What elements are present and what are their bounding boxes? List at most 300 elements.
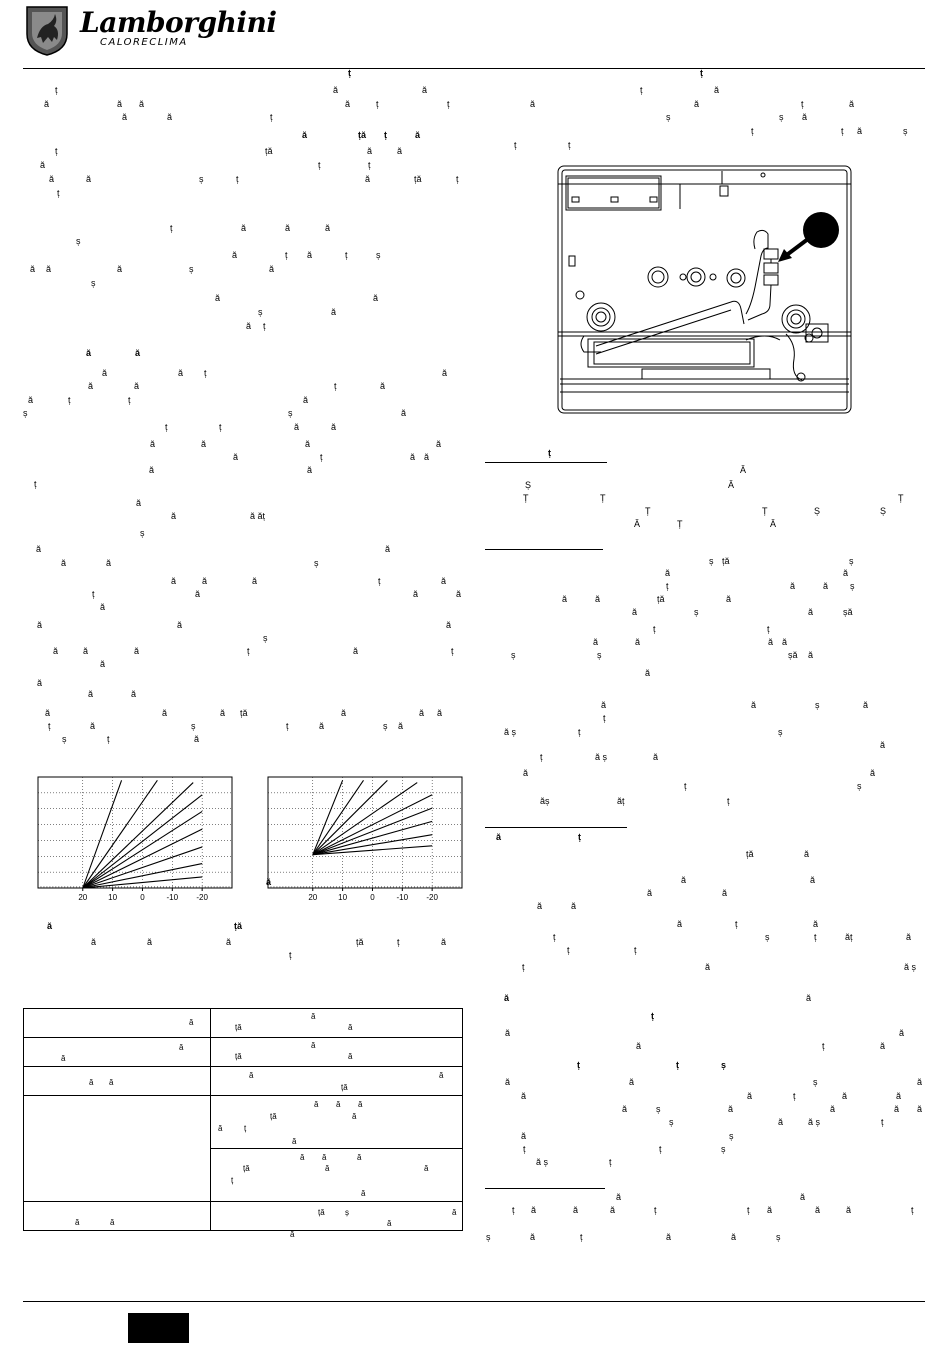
text-fragment: ă: [767, 1205, 773, 1215]
text-fragment: ț: [747, 1205, 750, 1215]
text-fragment: ă: [537, 901, 543, 911]
text-fragment: ă: [195, 589, 201, 599]
text-fragment: ț: [318, 160, 321, 170]
text-fragment: ă: [422, 85, 428, 95]
text-fragment: ț: [57, 188, 60, 198]
text-fragment: ă: [415, 130, 421, 140]
text-fragment: ă: [802, 112, 808, 122]
text-fragment: ță: [657, 594, 665, 604]
text-fragment: ă: [863, 700, 869, 710]
text-fragment: ă: [521, 1091, 527, 1101]
text-fragment: ță: [746, 849, 754, 859]
text-fragment: ă: [83, 646, 89, 656]
text-fragment: ă: [830, 1104, 836, 1114]
text-fragment: ț: [285, 250, 288, 260]
text-fragment: ț: [659, 1144, 662, 1154]
text-fragment: ț: [512, 1205, 515, 1215]
chart-note-fragment: ă: [147, 937, 153, 947]
text-fragment: ț: [165, 422, 168, 432]
text-fragment: ă: [810, 875, 816, 885]
text-fragment: ă: [303, 395, 309, 405]
text-fragment: ș: [776, 1232, 781, 1242]
text-fragment: ă: [804, 849, 810, 859]
text-fragment: ă: [333, 85, 339, 95]
text-fragment: Ă: [634, 519, 641, 529]
section-rule: [485, 549, 603, 550]
text-fragment: ș: [709, 556, 714, 566]
text-fragment: ă: [726, 594, 732, 604]
text-fragment: ă: [622, 1104, 628, 1114]
chart-note-fragment: ț: [289, 950, 292, 960]
text-fragment: ș: [23, 408, 28, 418]
table-cell-left: [24, 1038, 211, 1067]
text-fragment: ț: [384, 130, 387, 140]
x-tick-label: -10: [166, 893, 179, 902]
text-fragment: ă: [504, 993, 510, 1003]
text-fragment: ă: [790, 581, 796, 591]
text-fragment: ț: [55, 146, 58, 156]
text-fragment: ț: [567, 945, 570, 955]
text-fragment: ș: [815, 700, 820, 710]
text-fragment: ă: [398, 721, 404, 731]
table-cell-left: [24, 1096, 211, 1202]
text-fragment: ș: [486, 1232, 491, 1242]
x-tick-label: 0: [370, 893, 375, 902]
text-fragment: ă: [899, 1028, 905, 1038]
text-fragment: ț: [568, 140, 571, 150]
text-fragment: ț: [580, 1232, 583, 1242]
text-fragment: ă: [677, 919, 683, 929]
text-fragment: ă: [149, 465, 155, 475]
text-fragment: ă: [800, 1192, 806, 1202]
text-fragment: ă: [843, 568, 849, 578]
x-tick-label: -20: [196, 893, 208, 902]
text-fragment: ț: [881, 1117, 884, 1127]
section-rule: [485, 1188, 605, 1189]
heating-curve-line-6: [83, 795, 202, 888]
text-fragment: ț: [793, 1091, 796, 1101]
text-fragment: ă ș: [595, 752, 608, 762]
x-tick-label: 20: [78, 893, 88, 902]
text-fragment: ț: [640, 85, 643, 95]
text-fragment: ă: [419, 708, 425, 718]
text-fragment: ă: [413, 589, 419, 599]
cell-text-fragment: ă: [439, 1071, 444, 1080]
text-fragment: ș: [729, 1131, 734, 1141]
text-fragment: ă: [714, 85, 720, 95]
text-fragment: ț: [348, 68, 351, 78]
heating-curve-line-5: [313, 795, 432, 855]
text-fragment: ă: [666, 1232, 672, 1242]
text-fragment: ăț: [845, 932, 853, 942]
heating-curve-chart-right: [267, 776, 463, 912]
text-fragment: ț: [676, 1060, 679, 1070]
table-cell-right: [211, 1067, 463, 1096]
text-fragment: ă: [436, 439, 442, 449]
text-fragment: ă: [201, 439, 207, 449]
text-fragment: ș: [383, 721, 388, 731]
text-fragment: ă: [252, 576, 258, 586]
text-fragment: ă: [782, 637, 788, 647]
text-fragment: ă: [401, 408, 407, 418]
text-fragment: ă: [380, 381, 386, 391]
heating-curve-line-6: [313, 783, 417, 855]
brand-logo-text: Lamborghini: [80, 6, 277, 39]
table-row: [24, 1009, 463, 1038]
table-cell-right: [211, 1202, 463, 1239]
text-fragment: ă: [171, 511, 177, 521]
x-tick-label: -20: [426, 893, 438, 902]
text-fragment: ță: [240, 708, 248, 718]
table-cell-right: [211, 1149, 463, 1202]
text-fragment: ț: [236, 174, 239, 184]
text-fragment: ș: [189, 264, 194, 274]
cell-text-fragment: ț: [244, 1124, 247, 1133]
text-fragment: ă: [632, 607, 638, 617]
text-fragment: ț: [204, 368, 207, 378]
text-fragment: ă: [202, 576, 208, 586]
text-fragment: ț: [911, 1205, 914, 1215]
text-fragment: ă: [573, 1205, 579, 1215]
text-fragment: ț: [286, 721, 289, 731]
text-fragment: ț: [548, 448, 551, 458]
cell-text-fragment: ță: [235, 1023, 242, 1032]
text-fragment: șă: [788, 650, 798, 660]
text-fragment: ă ș: [904, 962, 917, 972]
text-fragment: ă: [880, 1041, 886, 1051]
section-rule: [485, 462, 607, 463]
text-fragment: ț: [219, 422, 222, 432]
plot-frame: [268, 777, 462, 888]
chart-note-fragment: ț: [397, 937, 400, 947]
table-row: [24, 1038, 463, 1067]
text-fragment: ț: [801, 99, 804, 109]
text-fragment: ă: [136, 498, 142, 508]
lamborghini-bull-shield-icon: [24, 4, 70, 56]
text-fragment: ă: [562, 594, 568, 604]
text-fragment: Ț: [762, 506, 768, 516]
text-fragment: ă: [694, 99, 700, 109]
text-fragment: ă: [857, 126, 863, 136]
text-fragment: ă: [521, 1131, 527, 1141]
text-fragment: ț: [700, 68, 703, 78]
text-fragment: ă: [842, 1091, 848, 1101]
text-fragment: ț: [55, 85, 58, 95]
text-fragment: ă: [241, 223, 247, 233]
cell-text-fragment: ă: [110, 1218, 115, 1227]
text-fragment: ț: [447, 99, 450, 109]
cell-text-fragment: ș: [345, 1208, 349, 1217]
text-fragment: ș: [263, 633, 268, 643]
x-tick-label: 0: [140, 893, 145, 902]
text-fragment: ă: [595, 594, 601, 604]
text-fragment: ă: [90, 721, 96, 731]
text-fragment: Ș: [814, 506, 821, 516]
text-fragment: ă: [917, 1077, 923, 1087]
cell-text-fragment: ă: [75, 1218, 80, 1227]
text-fragment: ț: [522, 962, 525, 972]
text-fragment: ă: [731, 1232, 737, 1242]
cell-text-fragment: ă: [452, 1208, 457, 1217]
text-fragment: ț: [128, 395, 131, 405]
text-fragment: ă: [846, 1205, 852, 1215]
text-fragment: ș: [857, 781, 862, 791]
cell-text-fragment: ă: [61, 1054, 66, 1063]
text-fragment: ș: [849, 556, 854, 566]
text-fragment: ă: [319, 721, 325, 731]
chart-note-fragment: ă: [226, 937, 232, 947]
text-fragment: Ț: [677, 519, 683, 529]
text-fragment: ț: [68, 395, 71, 405]
text-fragment: ț: [368, 160, 371, 170]
heating-curve-line-8: [83, 780, 158, 888]
text-fragment: ă: [117, 99, 123, 109]
cell-text-fragment: ă: [336, 1100, 341, 1109]
text-fragment: ș: [62, 734, 67, 744]
text-fragment: ă: [505, 1077, 511, 1087]
text-fragment: ă: [870, 768, 876, 778]
text-fragment: ă: [233, 452, 239, 462]
text-fragment: ă: [647, 888, 653, 898]
cell-text-fragment: ă: [314, 1100, 319, 1109]
text-fragment: ă: [365, 174, 371, 184]
text-fragment: ă: [269, 264, 275, 274]
table-row: [24, 1202, 463, 1231]
text-fragment: ț: [634, 945, 637, 955]
text-fragment: ă: [722, 888, 728, 898]
header-rule: [23, 68, 925, 69]
text-fragment: ș: [597, 650, 602, 660]
text-fragment: ț: [345, 250, 348, 260]
text-fragment: ă: [373, 293, 379, 303]
text-fragment: ț: [34, 479, 37, 489]
cell-text-fragment: ă: [109, 1078, 114, 1087]
text-fragment: ă: [894, 1104, 900, 1114]
text-fragment: ă: [806, 993, 812, 1003]
text-fragment: ă: [571, 901, 577, 911]
text-fragment: ț: [751, 126, 754, 136]
text-fragment: ă: [530, 1232, 536, 1242]
text-fragment: ș: [813, 1077, 818, 1087]
text-fragment: ă: [906, 932, 912, 942]
text-fragment: ș: [140, 528, 145, 538]
text-fragment: ă: [530, 99, 536, 109]
table-cell-left: [24, 1067, 211, 1096]
text-fragment: ă: [653, 752, 659, 762]
text-fragment: ă: [665, 568, 671, 578]
text-fragment: ă: [167, 112, 173, 122]
cell-text-fragment: ă: [290, 1230, 295, 1239]
text-fragment: ă: [808, 650, 814, 660]
text-fragment: Ș: [525, 480, 532, 490]
cell-text-fragment: ă: [218, 1124, 223, 1133]
cell-text-fragment: ă: [424, 1164, 429, 1173]
text-fragment: ă: [106, 558, 112, 568]
text-fragment: ț: [553, 932, 556, 942]
text-fragment: ț: [653, 624, 656, 634]
cell-text-fragment: ță: [243, 1164, 250, 1173]
text-fragment: ă: [629, 1077, 635, 1087]
cell-text-fragment: ă: [311, 1012, 316, 1021]
text-fragment: ăț: [617, 796, 625, 806]
text-fragment: ă: [531, 1205, 537, 1215]
table-cell-right: [211, 1096, 463, 1149]
x-tick-label: 10: [338, 893, 348, 902]
text-fragment: ț: [814, 932, 817, 942]
text-fragment: ă: [849, 99, 855, 109]
cell-text-fragment: ă: [249, 1071, 254, 1080]
text-fragment: Ă: [770, 519, 777, 529]
text-fragment: ț: [577, 1060, 580, 1070]
text-fragment: ă: [100, 602, 106, 612]
text-fragment: ă: [88, 381, 94, 391]
text-fragment: ș: [656, 1104, 661, 1114]
text-fragment: Ș: [880, 506, 887, 516]
text-fragment: ă: [86, 174, 92, 184]
chart-note-fragment: ă: [91, 937, 97, 947]
text-fragment: ă: [246, 321, 252, 331]
text-fragment: ă: [61, 558, 67, 568]
text-fragment: ă: [30, 264, 36, 274]
cell-text-fragment: ț: [231, 1176, 234, 1185]
text-fragment: ă: [424, 452, 430, 462]
text-fragment: ț: [456, 174, 459, 184]
boiler-internal-diagram: [556, 164, 853, 415]
text-fragment: ă: [768, 637, 774, 647]
text-fragment: ă: [122, 112, 128, 122]
cell-text-fragment: ță: [235, 1052, 242, 1061]
chart-note-fragment: ță: [356, 937, 364, 947]
text-fragment: ă: [44, 99, 50, 109]
text-fragment: ă: [341, 708, 347, 718]
text-fragment: ș: [765, 932, 770, 942]
text-fragment: ț: [578, 832, 581, 842]
text-fragment: ă: [441, 576, 447, 586]
text-fragment: ă: [117, 264, 123, 274]
brand-subtitle: CALORECLIMA: [100, 37, 188, 48]
text-fragment: ă: [747, 1091, 753, 1101]
text-fragment: ș: [199, 174, 204, 184]
text-fragment: ă: [880, 740, 886, 750]
footer-rule: [23, 1301, 925, 1302]
text-fragment: ă: [456, 589, 462, 599]
text-fragment: ă: [635, 637, 641, 647]
text-fragment: ț: [170, 223, 173, 233]
text-fragment: ță: [414, 174, 422, 184]
text-fragment: ț: [684, 781, 687, 791]
text-fragment: ș: [91, 278, 96, 288]
text-fragment: ă: [705, 962, 711, 972]
table-cell-left: [24, 1009, 211, 1038]
cell-text-fragment: ă: [292, 1137, 297, 1146]
text-fragment: ă: [53, 646, 59, 656]
text-fragment: ă ș: [504, 727, 517, 737]
text-fragment: ă: [442, 368, 448, 378]
text-fragment: ă: [636, 1041, 642, 1051]
text-fragment: ț: [378, 576, 381, 586]
text-fragment: ă: [305, 439, 311, 449]
text-fragment: ț: [263, 321, 266, 331]
text-fragment: ș: [191, 721, 196, 731]
text-fragment: ă: [131, 689, 137, 699]
text-fragment: ț: [651, 1011, 654, 1021]
text-fragment: ă: [397, 146, 403, 156]
text-fragment: ă: [815, 1205, 821, 1215]
text-fragment: ă: [46, 264, 52, 274]
cell-text-fragment: ță: [341, 1083, 348, 1092]
text-fragment: ă: [40, 160, 46, 170]
cell-text-fragment: ă: [325, 1164, 330, 1173]
text-fragment: ă: [331, 307, 337, 317]
text-fragment: ț: [270, 112, 273, 122]
cell-text-fragment: ă: [348, 1023, 353, 1032]
text-fragment: ă: [593, 637, 599, 647]
text-fragment: ă: [616, 1192, 622, 1202]
text-fragment: ă: [813, 919, 819, 929]
text-fragment: ă: [102, 368, 108, 378]
cell-text-fragment: ă: [348, 1052, 353, 1061]
cell-text-fragment: ă: [358, 1100, 363, 1109]
text-fragment: ă: [177, 620, 183, 630]
text-fragment: ă: [100, 659, 106, 669]
text-fragment: ă: [437, 708, 443, 718]
text-fragment: Ț: [898, 493, 904, 503]
text-fragment: ă: [307, 250, 313, 260]
text-fragment: ț: [514, 140, 517, 150]
text-fragment: ă: [446, 620, 452, 630]
cell-text-fragment: ă: [300, 1153, 305, 1162]
text-fragment: ă ș: [808, 1117, 821, 1127]
text-fragment: ț: [92, 589, 95, 599]
page-number-tab: [128, 1313, 189, 1343]
cell-text-fragment: ță: [318, 1208, 325, 1217]
text-fragment: ț: [727, 796, 730, 806]
text-fragment: ț: [107, 734, 110, 744]
text-fragment: Ă: [728, 480, 735, 490]
text-fragment: ă: [523, 768, 529, 778]
text-fragment: ț: [540, 752, 543, 762]
text-fragment: ă: [307, 465, 313, 475]
cell-text-fragment: ă: [361, 1189, 366, 1198]
chart-note-fragment: ă: [441, 937, 447, 947]
text-fragment: ă: [49, 174, 55, 184]
text-fragment: ș: [778, 727, 783, 737]
text-fragment: ă: [917, 1104, 923, 1114]
x-tick-label: 20: [308, 893, 318, 902]
text-fragment: ă: [88, 689, 94, 699]
cell-text-fragment: ă: [387, 1219, 392, 1228]
text-fragment: ă: [294, 422, 300, 432]
text-fragment: ș: [76, 236, 81, 246]
text-fragment: ă: [162, 708, 168, 718]
text-fragment: ș: [850, 581, 855, 591]
text-fragment: ă: [645, 668, 651, 678]
table-row: [24, 1067, 463, 1096]
section-rule: [485, 827, 627, 828]
text-fragment: ă: [86, 348, 92, 358]
text-fragment: ă: [134, 381, 140, 391]
text-fragment: ă: [601, 700, 607, 710]
text-fragment: ă: [410, 452, 416, 462]
text-fragment: ă: [37, 678, 43, 688]
text-fragment: ș: [666, 112, 671, 122]
text-fragment: ț: [247, 646, 250, 656]
text-fragment: ă: [28, 395, 34, 405]
text-fragment: ț: [735, 919, 738, 929]
text-fragment: ă: [367, 146, 373, 156]
text-fragment: ă: [751, 700, 757, 710]
text-fragment: ș: [314, 558, 319, 568]
